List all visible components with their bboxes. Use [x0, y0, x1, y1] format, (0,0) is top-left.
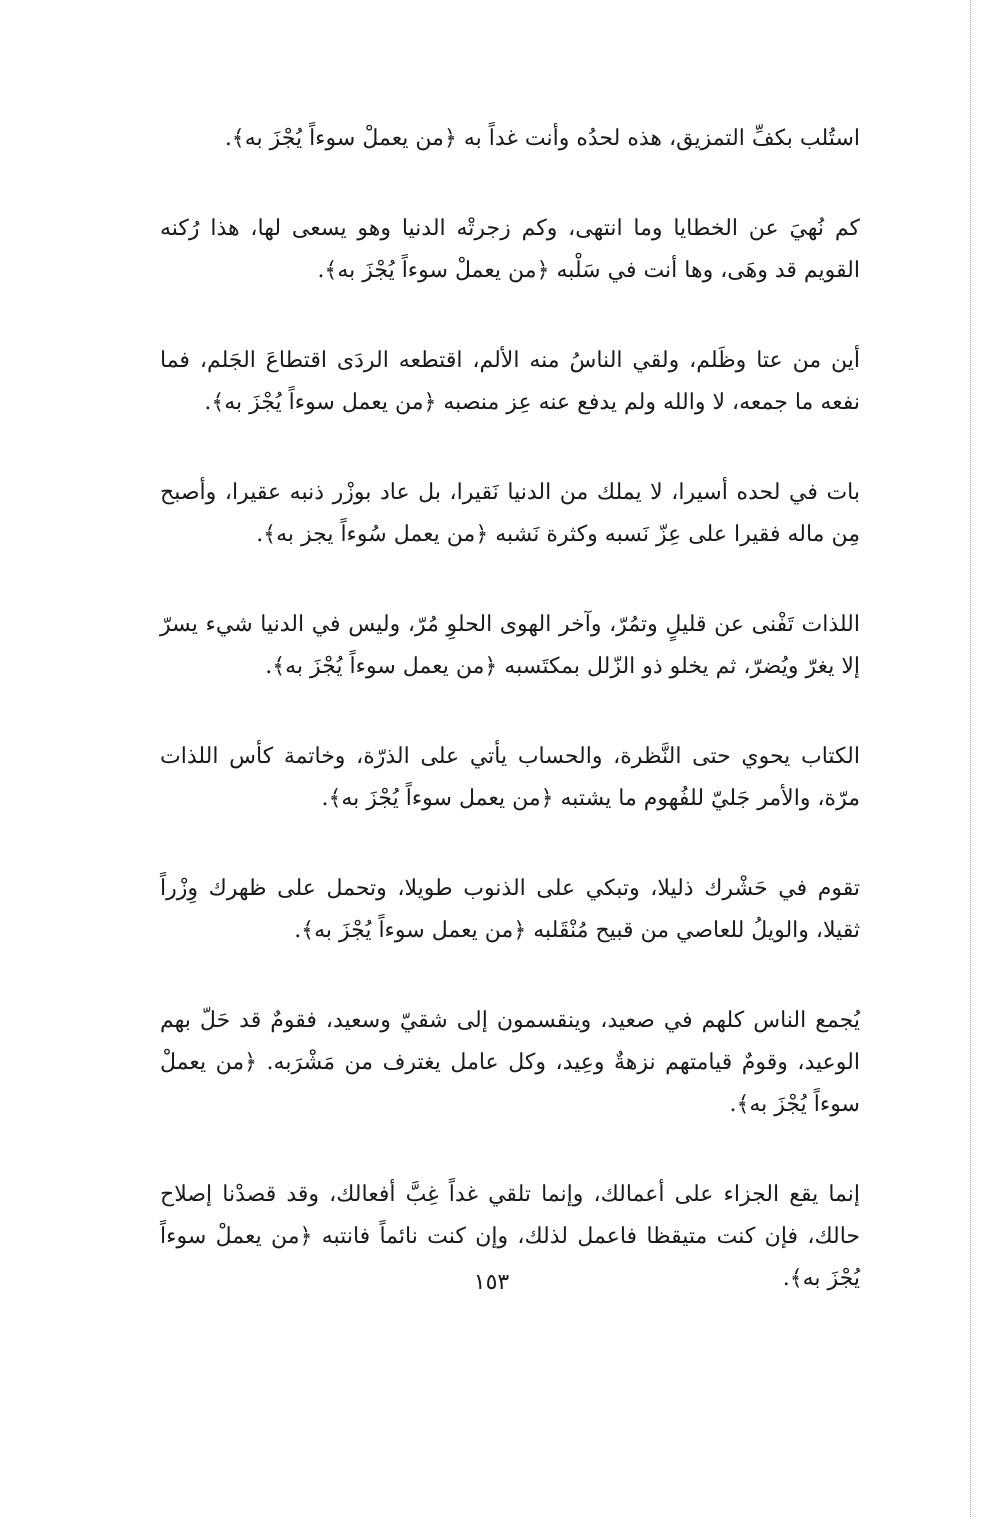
paragraph: تقوم في حَشْرك ذليلا، وتبكي على الذنوب طويلا، وتحمل على ظهرك وِزْراً ثقيلا، والويلُ للعاصي من قبيح مُنْقَلبه ﴿من يعمل سوءاً يُجْزَ به﴾.: [160, 876, 860, 943]
paragraph: الكتاب يحوي حتى النَّظرة، والحساب يأتي على الذرّة، وخاتمة كأس اللذات مرّة، والأمر جَليّ للفُهوم ما يشتبه ﴿من يعمل سوءاً يُجْزَ به﴾.: [160, 744, 860, 811]
paragraph: يُجمع الناس كلهم في صعيد، وينقسمون إلى شقيّ وسعيد، فقومٌ قد حَلّ بهم الوعيد، وقومٌ قيامتهم نزهةٌ وعِيد، وكل عامل يغترف من مَشْرَبه. ﴿من يعملْ سوءاً يُجْزَ به﴾.: [160, 1008, 860, 1117]
paragraph: اللذات تَفْنى عن قليلٍ وتمُرّ، وآخر الهوى الحلوِ مُرّ، وليس في الدنيا شيء يسرّ إلا يغرّ ويُضرّ، ثم يخلو ذو الزّلل بمكتَسبه ﴿من يعمل سوءاً يُجْزَ به﴾.: [160, 612, 860, 679]
page-number: ١٥٣: [473, 1270, 510, 1295]
paragraph: استُلب بكفِّ التمزيق، هذه لحدُه وأنت غداً به ﴿من يعملْ سوءاً يُجْزَ به﴾.: [224, 126, 860, 151]
page-body: [160, 118, 860, 1348]
paragraph: أين من عتا وظَلم، ولقي الناسُ منه الألم، اقتطعه الردَى اقتطاعَ الجَلم، فما نفعه ما جمعه، لا والله ولم يدفع عنه عِز منصبه ﴿من يعمل سوءاً يُجْزَ به﴾.: [160, 348, 860, 415]
paragraph: بات في لحده أسيرا، لا يملك من الدنيا نَقيرا، بل عاد بوزْر ذنبه عقيرا، وأصبح مِن ماله فقيرا على عِزّ نَسبه وكثرة نَشبه ﴿من يعمل سُوءاً يجز به﴾.: [160, 480, 860, 547]
paragraph: إنما يقع الجزاء على أعمالك، وإنما تلقي غداً غِبَّ أفعالك، وقد قصدْنا إصلاح حالك، فإن كنت متيقظا فاعمل لذلك، وإن كنت نائماً فانتبه ﴿من يعملْ سوءاً يُجْزَ به﴾.: [160, 1182, 860, 1291]
paragraph: كم نُهيَ عن الخطايا وما انتهى، وكم زجرتْه الدنيا وهو يسعى لها، هذا رُكنه القويم قد وهَى، وها أنت في سَلْبه ﴿من يعملْ سوءاً يُجْزَ به﴾.: [160, 216, 860, 283]
